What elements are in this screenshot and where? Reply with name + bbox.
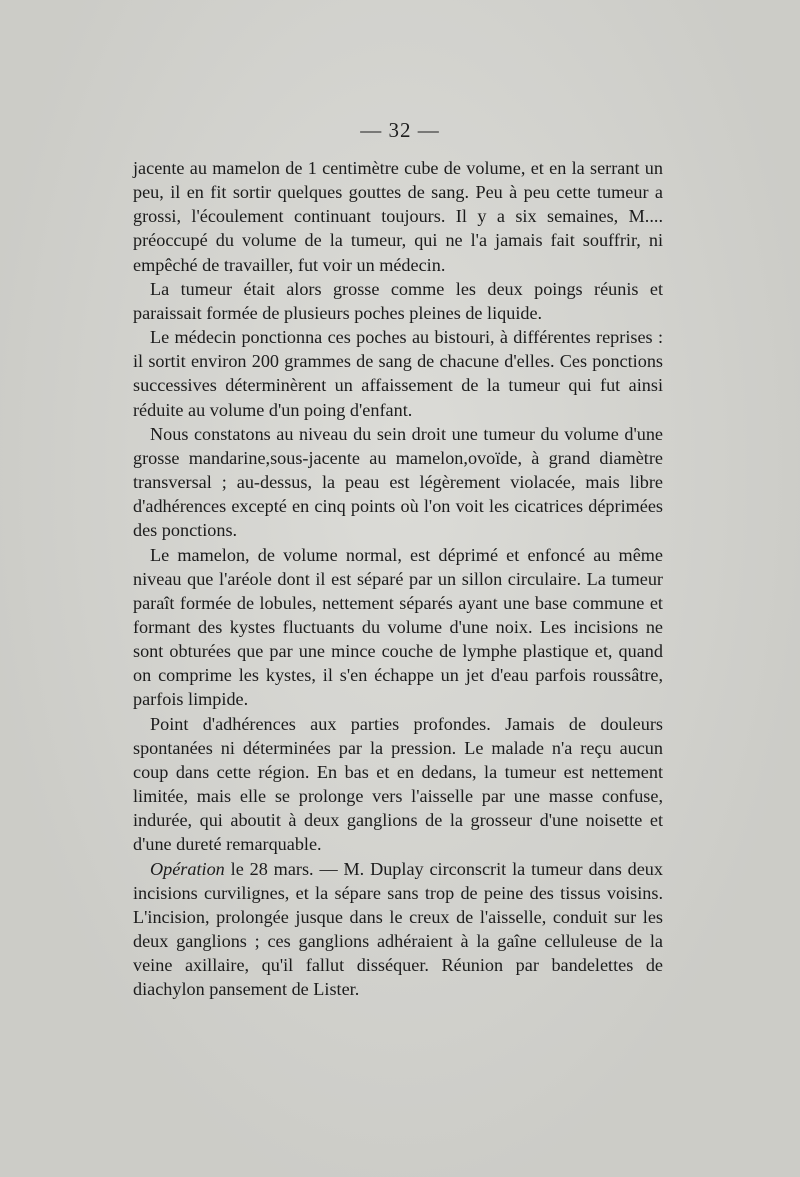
paragraph-4: Nous constatons au niveau du sein droit une tumeur du volume d'une grosse mandarine,sous-jacente au mamelon,ovoïde, à grand diamètre transversal ; au-dessus, la peau est légèrement violacée, mais libre d'adhérences excepté en cinq points où l'on voit les cicatrices déprimées des ponctions.: [133, 423, 663, 541]
operation-heading: Opération: [150, 858, 225, 879]
paragraph-3: Le médecin ponctionna ces poches au bistouri, à différentes reprises : il sortit environ 200 grammes de sang de chacune d'elles. Ces ponctions successives déterminèrent un affaissement de la tumeur qui fut ainsi réduite au volume d'un poing d'enfant.: [133, 327, 663, 420]
paragraph-7: [133, 857, 663, 1002]
page-number: — 32 —: [360, 118, 440, 142]
paragraph-6: Point d'adhérences aux parties profondes. Jamais de douleurs spontanées ni déterminées par la pression. Le malade n'a reçu aucun coup dans cette région. En bas et en dedans, la tumeur est nettement limitée, mais elle se prolonge vers l'aisselle par une masse confuse, indurée, qui aboutit à deux ganglions de la grosseur d'une noisette et d'une dureté remarquable.: [133, 713, 663, 855]
operation-text: le 28 mars. — M. Duplay circonscrit la tumeur dans deux incisions curvilignes, et la sépare sans trop de peine des tissus voisins. L'incision, prolongée jusque dans le creux de l'aisselle, conduit sur les deux ganglions ; ces ganglions adhéraient à la gaîne celluleuse de la veine axillaire, qu'il fallut disséquer. Réunion par bandelettes de diachylon pansement de Lister.: [133, 858, 663, 1000]
paragraph-1: jacente au mamelon de 1 centimètre cube de volume, et en la serrant un peu, il en fit sortir quelques gouttes de sang. Peu à peu cette tumeur a grossi, l'écoulement continuant toujours. Il y a six semaines, M.... préoccupé du volume de la tumeur, qui ne l'a jamais fait souffrir, ni empêché de travailler, fut voir un médecin.: [133, 158, 663, 275]
paragraph-5: Le mamelon, de volume normal, est déprimé et enfoncé au même niveau que l'aréole dont il est séparé par un sillon circulaire. La tumeur paraît formée de lobules, nettement séparés ayant une base commune et formant des kystes fluctuants du volume d'une noix. Les incisions ne sont obturées que par une mince couche de lymphe plastique et, quand on comprime les kystes, il s'en échappe un jet d'eau parfois roussâtre, parfois limpide.: [133, 544, 663, 710]
paragraph-2: La tumeur était alors grosse comme les deux poings réunis et paraissait formée de plusieurs poches pleines de liquide.: [133, 278, 663, 323]
page-body: [133, 156, 663, 1001]
